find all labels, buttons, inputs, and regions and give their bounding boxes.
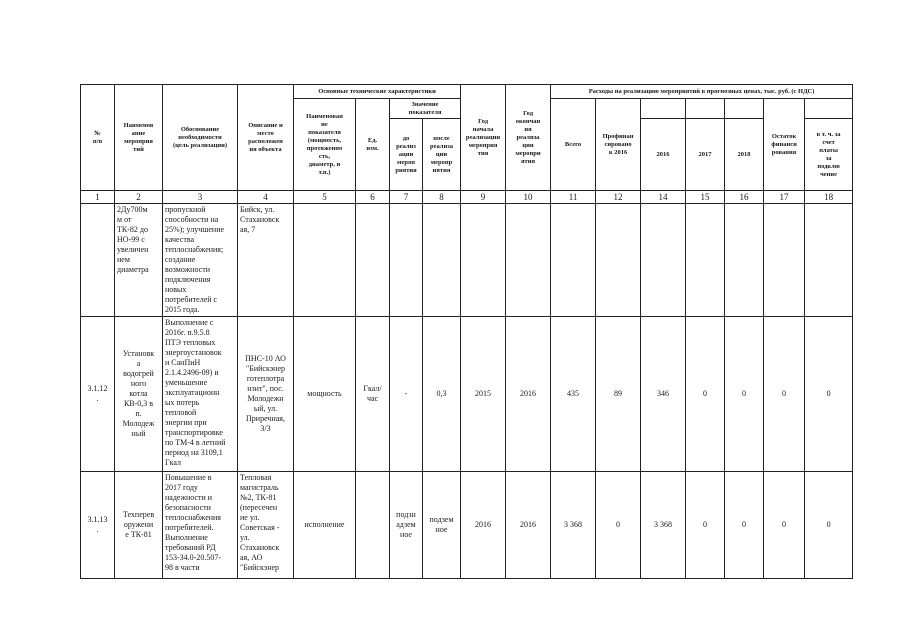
- row-after: подзем ное: [423, 472, 461, 579]
- header-costs: Расходы на реализацию мероприятий в прогнозных ценах, тыс. руб. (с НДС): [551, 85, 853, 99]
- row-start-year: [461, 204, 506, 317]
- header-num: № п/п: [81, 85, 115, 191]
- header-tech-characteristics: Основные технические характеристики: [294, 85, 461, 99]
- row-2016: 3 368: [641, 472, 686, 579]
- col-number: 16: [725, 191, 764, 204]
- header-funded: Профинан сировано к 2016: [596, 99, 641, 191]
- col-number: 8: [423, 191, 461, 204]
- row-2018: [725, 204, 764, 317]
- row-name: Установк а водогрей ного котла КВ-0,3 в п. Молодеж ный: [115, 317, 163, 472]
- row-funded: [596, 204, 641, 317]
- header-reason: Обоснование необходимости (цель реализации): [163, 85, 238, 191]
- row-indicator: [294, 204, 356, 317]
- row-2016: [641, 204, 686, 317]
- header-year-2017: 2017: [686, 119, 725, 191]
- row-reason: Выполнение с 2016г. п.9.5.8 ПТЭ тепловых энергоустановок и СанПиН 2.1.4.2496-09) и уменьшение эксплуатационн ых потерь тепловой энергии при транспортировке по ТМ-4 в летний период на 3109,1 Гкал: [163, 317, 238, 472]
- investment-program-table: [80, 84, 853, 579]
- row-indicator: мощность: [294, 317, 356, 472]
- row-2018: 0: [725, 317, 764, 472]
- table-row: [81, 472, 853, 579]
- col-number: 12: [596, 191, 641, 204]
- row-remaining: 0: [764, 472, 805, 579]
- row-place: ПНС-10 АО "Бийскэнер готеплотра нзит", пос. Молодежн ый, ул. Приречная, 3/3: [238, 317, 294, 472]
- header-years-spacer: [641, 99, 686, 119]
- col-number: 4: [238, 191, 294, 204]
- row-end-year: 2016: [506, 472, 551, 579]
- row-connection-fee: 0: [805, 317, 853, 472]
- row-unit: Гкал/ час: [356, 317, 390, 472]
- header-year-2016: 2016: [641, 119, 686, 191]
- column-numbers-row: [81, 191, 853, 204]
- row-num: 3.1.12 .: [81, 317, 115, 472]
- col-number: 2: [115, 191, 163, 204]
- col-number: 1: [81, 191, 115, 204]
- row-before: подзн адзем ное: [390, 472, 423, 579]
- table-row: [81, 317, 853, 472]
- header-years-spacer: [725, 99, 764, 119]
- header-before: до реализ ации мероп риятия: [390, 119, 423, 191]
- row-2018: 0: [725, 472, 764, 579]
- row-start-year: 2015: [461, 317, 506, 472]
- row-end-year: [506, 204, 551, 317]
- row-unit: [356, 204, 390, 317]
- col-number: 15: [686, 191, 725, 204]
- col-number: 18: [805, 191, 853, 204]
- row-reason: пропускной способности на 25%); улучшение качества теплоснабжения; создание возможности подключения новых потребителей с 2015 года.: [163, 204, 238, 317]
- row-2017: 0: [686, 317, 725, 472]
- header-name: Наименов ание мероприя тий: [115, 85, 163, 191]
- col-number: 7: [390, 191, 423, 204]
- col-number: 17: [764, 191, 805, 204]
- col-number: 14: [641, 191, 686, 204]
- header-unit: Ед. изм.: [356, 99, 390, 191]
- row-unit: [356, 472, 390, 579]
- header-years-spacer: [805, 99, 853, 119]
- table-row: [81, 204, 853, 317]
- header-year-2018: 2018: [725, 119, 764, 191]
- row-num: 3.1.13 .: [81, 472, 115, 579]
- row-place: Тепловая магистраль №2, ТК-81 (пересечен ие ул. Советская - ул. Стахановск ая, АО "Бийскэнер: [238, 472, 294, 579]
- col-number: 11: [551, 191, 596, 204]
- row-2016: 346: [641, 317, 686, 472]
- row-funded: 0: [596, 472, 641, 579]
- row-name: Техперев оружени е ТК-81: [115, 472, 163, 579]
- row-reason: Повышение в 2017 году надежности и безопасности теплоснабжения потребителей. Выполнение требований РД 153-34.0-20.507- 98 в части: [163, 472, 238, 579]
- row-name: 2Ду700м м от ТК-82 до НО-99 с увеличен ием диаметра: [115, 204, 163, 317]
- header-after: после реализа ции меропр иятия: [423, 119, 461, 191]
- col-number: 10: [506, 191, 551, 204]
- header-remaining: Остаток финанси рования: [764, 99, 805, 191]
- row-start-year: 2016: [461, 472, 506, 579]
- row-after: 0,3: [423, 317, 461, 472]
- header-connection-fee: в т. ч. за счет платы за подклю чение: [805, 119, 853, 191]
- row-2017: 0: [686, 472, 725, 579]
- row-2017: [686, 204, 725, 317]
- row-num: [81, 204, 115, 317]
- row-total: 3 368: [551, 472, 596, 579]
- header-total: Всего: [551, 99, 596, 191]
- row-total: 435: [551, 317, 596, 472]
- row-remaining: 0: [764, 317, 805, 472]
- row-before: -: [390, 317, 423, 472]
- row-before: [390, 204, 423, 317]
- row-total: [551, 204, 596, 317]
- header-indicator: Наименован ие показателя (мощность, протяженно сть, диаметр, и т.п.): [294, 99, 356, 191]
- header-place: Описание и место расположен ия объекта: [238, 85, 294, 191]
- row-funded: 89: [596, 317, 641, 472]
- row-place: Бийск, ул. Стахановск ая, 7: [238, 204, 294, 317]
- header-years-spacer: [686, 99, 725, 119]
- row-connection-fee: [805, 204, 853, 317]
- header-end-year: Год окончан ия реализа ции меропри ятия: [506, 85, 551, 191]
- row-remaining: [764, 204, 805, 317]
- row-indicator: исполнение: [294, 472, 356, 579]
- col-number: 3: [163, 191, 238, 204]
- header-indicator-value: Значение показателя: [390, 99, 461, 119]
- col-number: 9: [461, 191, 506, 204]
- row-end-year: 2016: [506, 317, 551, 472]
- header-start-year: Год начала реализации мероприя тия: [461, 85, 506, 191]
- col-number: 6: [356, 191, 390, 204]
- row-after: [423, 204, 461, 317]
- row-connection-fee: 0: [805, 472, 853, 579]
- col-number: 5: [294, 191, 356, 204]
